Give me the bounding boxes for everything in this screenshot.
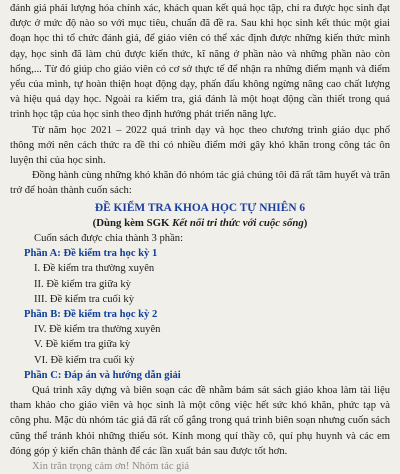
part-b-heading: Phần B: Đề kiểm tra học kỳ 2 [24,309,158,321]
structure-lead: Cuốn sách được chia thành 3 phần: [34,233,184,245]
part-a-item: III. Đề kiểm tra cuối kỳ [34,293,135,305]
part-a-heading: Phần A: Đề kiểm tra học kỳ 1 [24,248,158,260]
part-b-item: VI. Đề kiểm tra cuối kỳ [34,354,135,366]
part-b-item: V. Đề kiểm tra giữa kỳ [34,339,131,351]
part-a-item: II. Đề kiểm tra giữa kỳ [34,278,131,290]
cutoff-line: Xin trân trọng cảm ơn! Nhóm tác giả [32,461,190,473]
part-a-item: I. Đề kiểm tra thường xuyên [34,263,155,275]
part-c-heading: Phần C: Đáp án và hướng dẫn giải [24,369,181,381]
intro-paragraph: đánh giá phải lượng hóa chính xác, khách quan kết quả học tập, chỉ ra được học sinh đạt được ở mức độ nào so với mục tiêu, chuẩn đã đề ra. Sau khi học sinh kết thúc một giai đoạn học thì tổ chức đánh giá, để giáo viên có thể xác định được những kiến thức mình dạy, học sinh đã làm chủ được kiến thức, kĩ năng ở phần nào và những phần nào còn hổng,... Từ đó giúp cho giáo viên có cơ sở thực tế để nhận ra những điểm mạnh và điểm yếu của mình, tự hoàn thiện hoạt động dạy, phấn đấu không ngừng nâng cao chất lượng và hiệu quả dạy học. Ngoài ra kiểm tra, giá đánh là một hoạt động cần thiết trong quá trình học tập của học sinh theo định hướng phát triển năng lực. [10,3,390,121]
part-b-item: IV. Đề kiểm tra thường xuyên [34,324,161,336]
subtitle-suffix: ) [303,216,308,229]
subtitle-prefix: (Dùng kèm SGK [92,216,173,229]
book-title: ĐỀ KIỂM TRA KHOA HỌC TỰ NHIÊN 6 [94,201,306,214]
motivation-paragraph: Đồng hành cùng những khó khăn đó nhóm tác giả chúng tôi đã rất tâm huyết và trăn trở để hoàn thành cuốn sách: [10,170,390,197]
closing-paragraph: Quá trình xây dựng và biên soạn các đề nhằm bám sát sách giáo khoa làm tài liệu tham khảo cho giáo viên và học sinh là một công việc hết sức khó khăn, phức tạp và công phu. Mặc dù nhóm tác giả đã rất cố gắng trong quá trình biên soạn nhưng cuốn sách cũng thể tránh khỏi những thiếu sót. Kính mong quí thầy cô, quí phụ huynh và các em đóng góp ý kiến chân thành để các lần xuất bản sau được tốt hơn. [10,385,390,457]
curriculum-paragraph: Từ năm học 2021 – 2022 quá trình dạy và học theo chương trình giáo dục phổ thông mới nên cách thức ra đề thi có nhiều điểm mới gây khó khăn trong công tác ôn luyện thi của học sinh. [10,124,390,167]
book-subtitle [10,216,390,231]
subtitle-series: Kết nối tri thức với cuộc sống [172,216,304,229]
